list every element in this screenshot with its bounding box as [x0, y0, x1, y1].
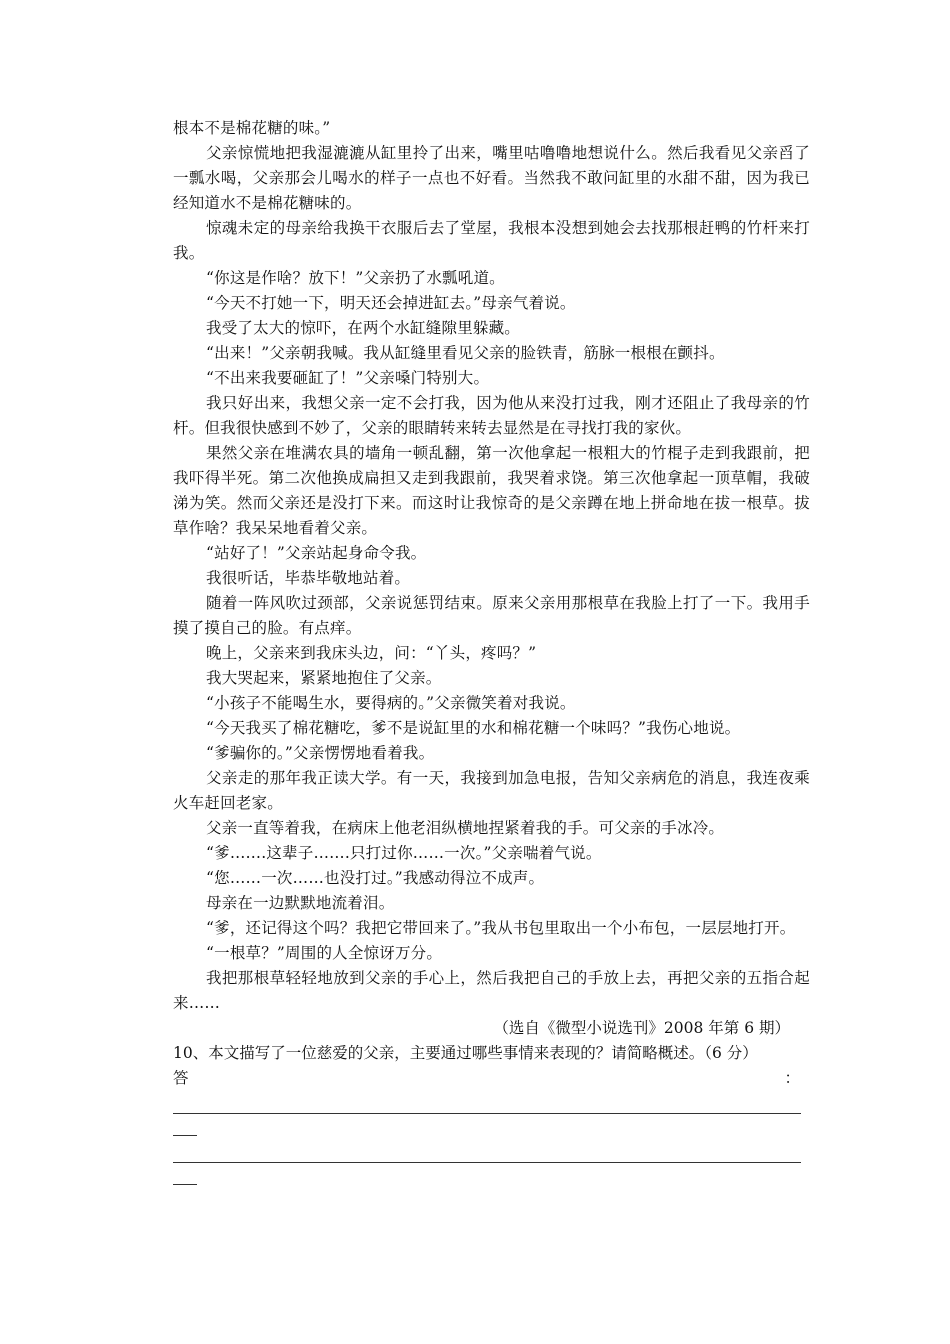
question-10: 10、本文描写了一位慈爱的父亲，主要通过哪些事情来表现的？请简略概述。（6 分）	[173, 1044, 758, 1062]
answer-prefix: 答	[173, 1069, 189, 1087]
paragraph: 我把那根草轻轻地放到父亲的手心上，然后我把自己的手放上去，再把父亲的五指合起来……	[173, 969, 810, 1012]
paragraph: “你这是作啥？放下！”父亲扔了水瓢吼道。	[206, 269, 505, 287]
article-body	[173, 116, 810, 1189]
paragraph: 果然父亲在堆满农具的墙角一顿乱翻，第一次他拿起一根粗大的竹棍子走到我跟前，把我吓得半死。第二次他换成扁担又走到我跟前，我哭着求饶。第三次他拿起一顶草帽，我破涕为笑。然而父亲还是没打下来。而这时让我惊奇的是父亲蹲在地上拼命地在拔一根草。拔草作啥？我呆呆地看着父亲。	[173, 444, 810, 537]
paragraph: “站好了！”父亲站起身命令我。	[206, 544, 427, 562]
paragraph: 我大哭起来，紧紧地抱住了父亲。	[206, 669, 442, 687]
paragraph: 我只好出来，我想父亲一定不会打我，因为他从来没打过我，刚才还阻止了我母亲的竹杆。但我很快感到不妙了，父亲的眼睛转来转去显然是在寻找打我的家伙。	[173, 394, 810, 437]
paragraph: “小孩子不能喝生水，要得病的。”父亲微笑着对我说。	[206, 694, 576, 712]
answer-line-1-continuation[interactable]	[173, 1114, 197, 1136]
paragraph: 惊魂未定的母亲给我换干衣服后去了堂屋，我根本没想到她会去找那根赶鸭的竹杆来打我。	[173, 219, 810, 262]
paragraph: “一根草？”周围的人全惊讶万分。	[206, 944, 443, 962]
paragraph: 我很听话，毕恭毕敬地站着。	[206, 569, 411, 587]
paragraph: 随着一阵风吹过颈部，父亲说惩罚结束。原来父亲用那根草在我脸上打了一下。我用手摸了摸自己的脸。有点痒。	[173, 594, 810, 637]
answer-line-1[interactable]	[173, 1091, 801, 1114]
paragraph: 父亲走的那年我正读大学。有一天，我接到加急电报，告知父亲病危的消息，我连夜乘火车赶回老家。	[173, 769, 810, 812]
paragraph: 母亲在一边默默地流着泪。	[206, 894, 395, 912]
paragraph: “爹，还记得这个吗？我把它带回来了。”我从书包里取出一个小布包，一层层地打开。	[206, 919, 796, 937]
answer-area[interactable]	[173, 1091, 810, 1185]
paragraph: “爹骗你的。”父亲愣愣地看着我。	[206, 744, 435, 762]
answer-line-2[interactable]	[173, 1140, 801, 1163]
paragraph: “今天我买了棉花糖吃，爹不是说缸里的水和棉花糖一个味吗？”我伤心地说。	[206, 719, 741, 737]
paragraph: 我受了太大的惊吓，在两个水缸缝隙里躲藏。	[206, 319, 521, 337]
answer-colon: ：	[784, 1069, 800, 1087]
paragraph: “您……一次……也没打过。”我感动得泣不成声。	[206, 869, 545, 887]
answer-line-2-continuation[interactable]	[173, 1163, 197, 1185]
paragraph: 父亲惊慌地把我湿漉漉从缸里拎了出来，嘴里咕噜噜地想说什么。然后我看见父亲舀了一瓢水喝，父亲那会儿喝水的样子一点也不好看。当然我不敢问缸里的水甜不甜，因为我已经知道水不是棉花糖味的。	[173, 144, 810, 212]
answer-label-row	[173, 1066, 810, 1091]
paragraph: 晚上，父亲来到我床头边，问：“丫头，疼吗？”	[206, 644, 537, 662]
paragraph: “不出来我要砸缸了！”父亲嗓门特别大。	[206, 369, 490, 387]
paragraph: “今天不打她一下，明天还会掉进缸去。”母亲气着说。	[206, 294, 576, 312]
paragraph: “爹…….这辈子…….只打过你……一次。”父亲喘着气说。	[206, 844, 602, 862]
article-paragraphs	[173, 116, 810, 1016]
paragraph: “出来！”父亲朝我喊。我从缸缝里看见父亲的脸铁青，筋脉一根根在颤抖。	[206, 344, 725, 362]
paragraph: 父亲一直等着我，在病床上他老泪纵横地捏紧着我的手。可父亲的手冰冷。	[206, 819, 725, 837]
paragraph: 根本不是棉花糖的味。”	[173, 119, 331, 137]
source-citation: （选自《微型小说选刊》2008 年第 6 期）	[493, 1019, 790, 1037]
